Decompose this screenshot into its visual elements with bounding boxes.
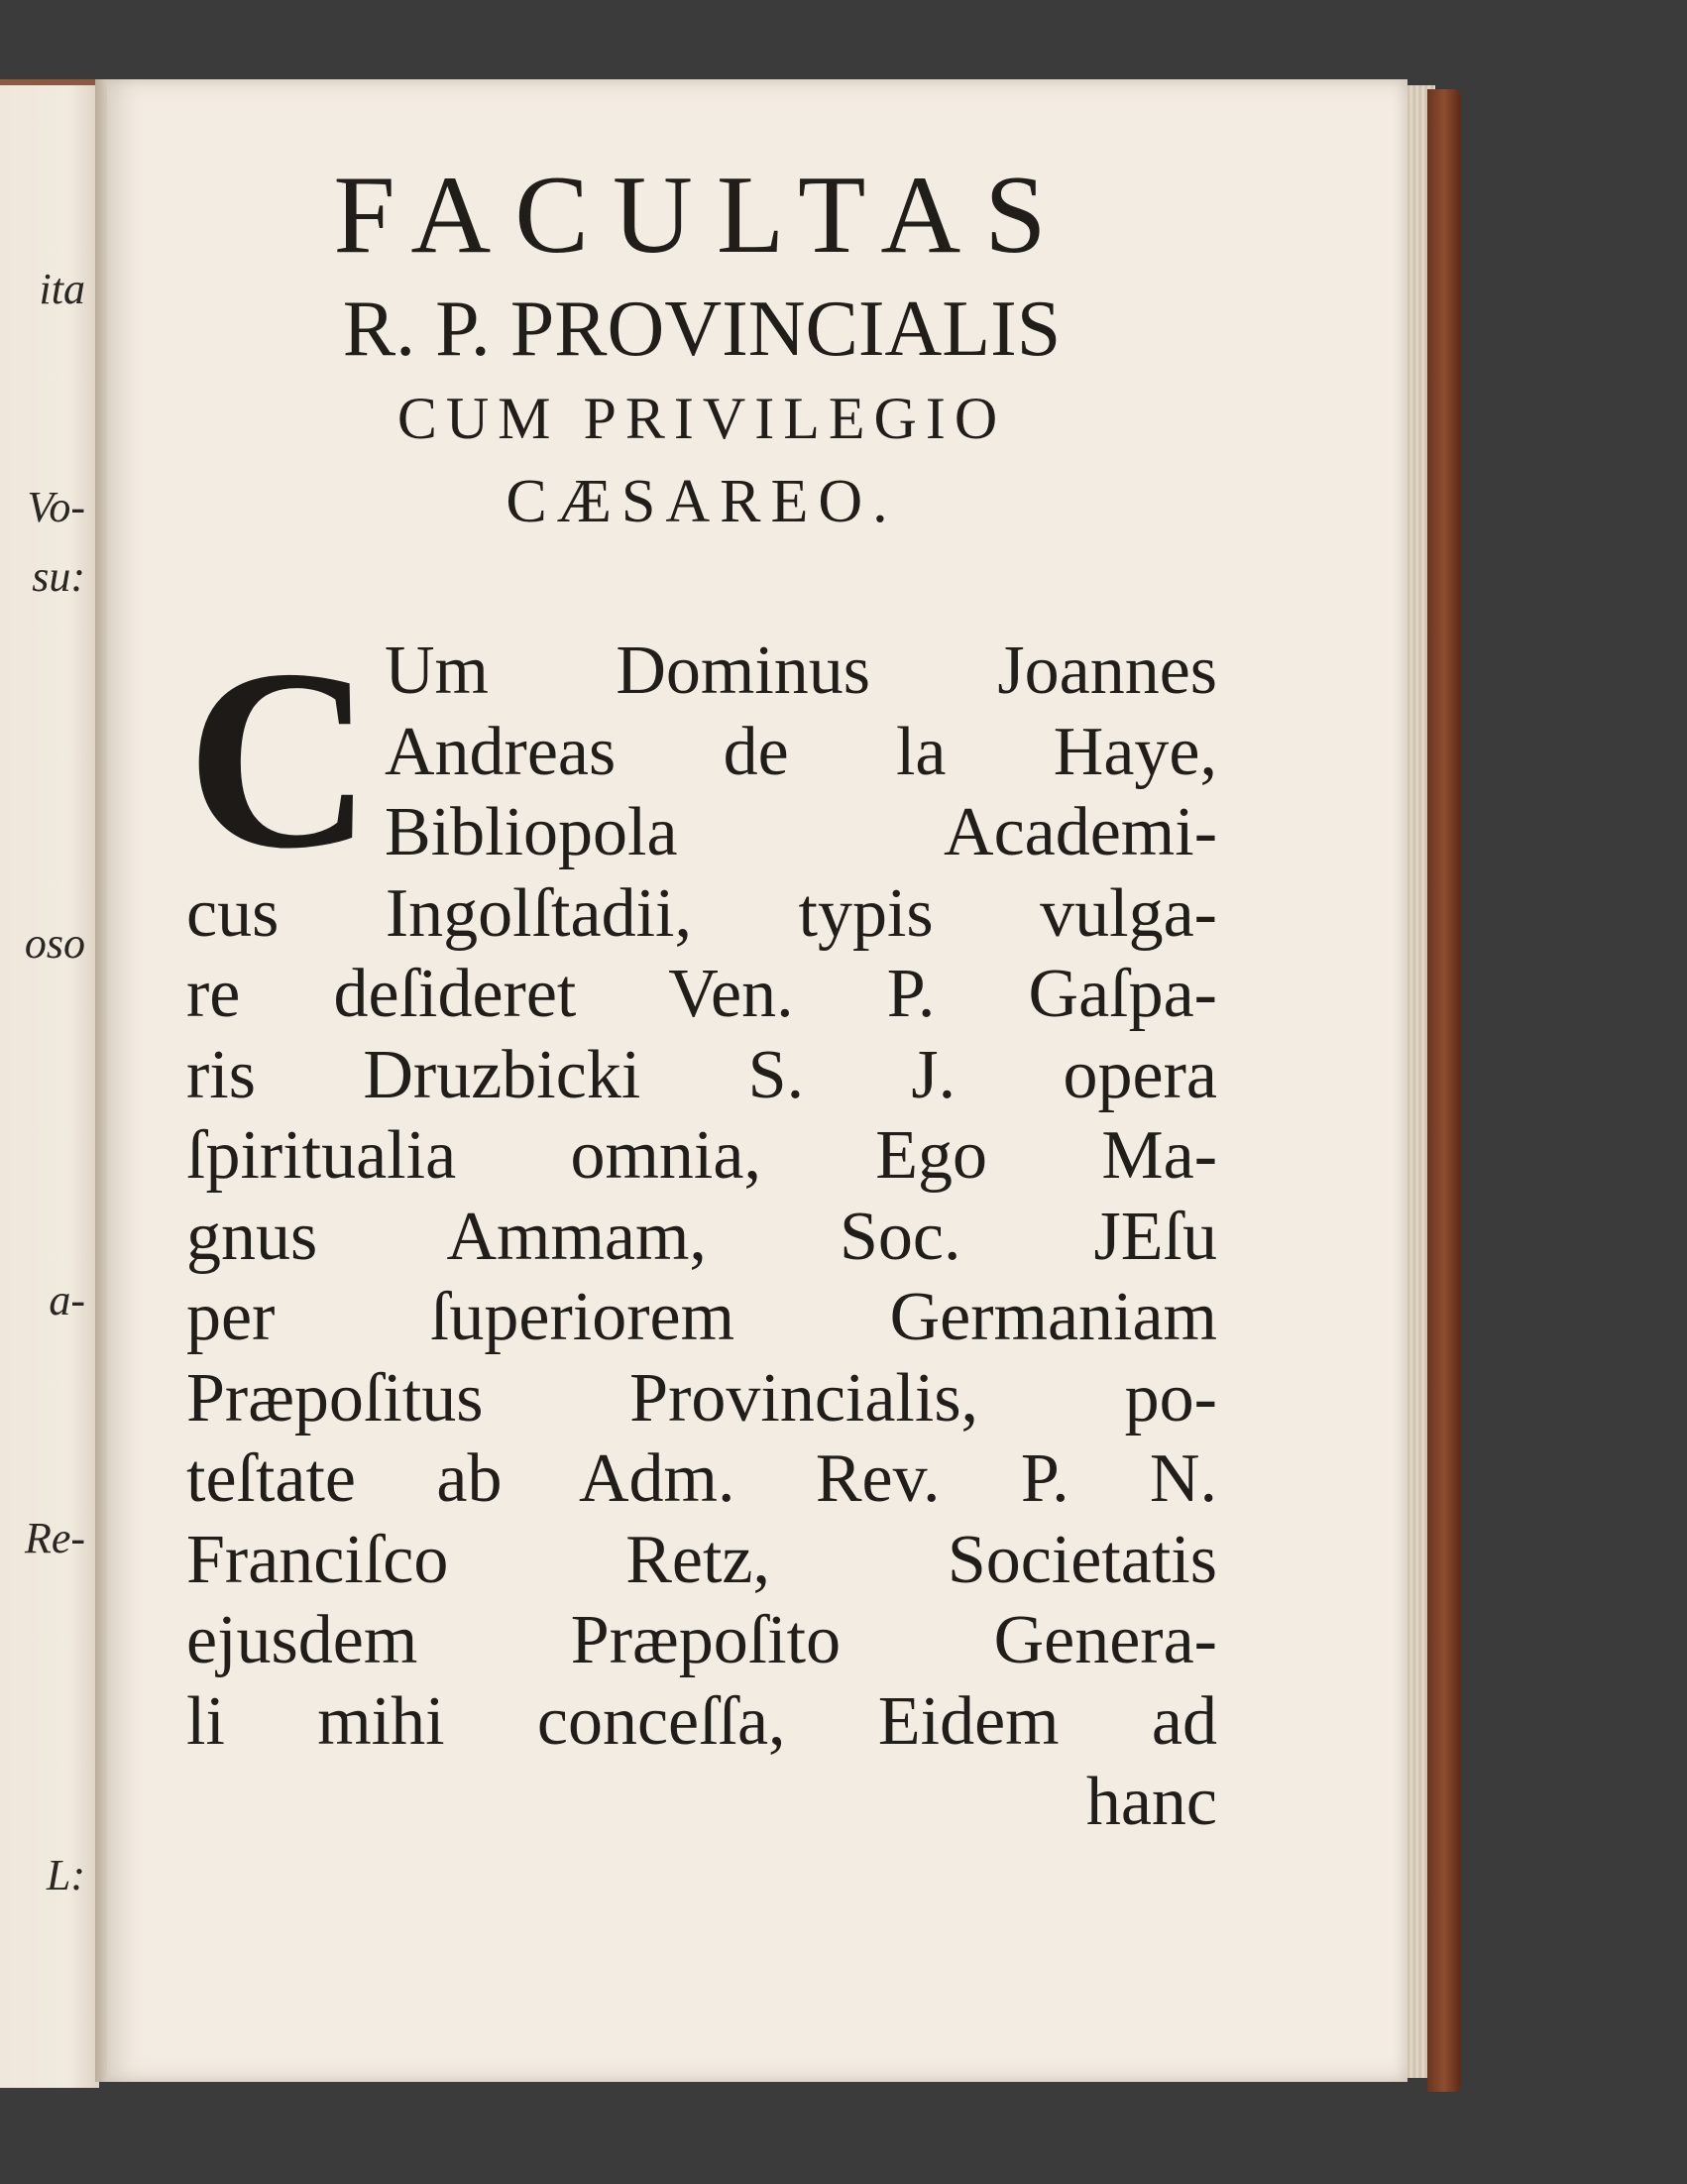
- catchword: hanc: [1085, 1764, 1217, 1840]
- paragraph: [186, 617, 1217, 1843]
- text-line: li mihi conceſſa, Eidem ad: [186, 1682, 1217, 1760]
- text-line: Um Dominus Joannes: [385, 632, 1217, 709]
- heading-line-caesareo: CÆSAREO.: [506, 468, 898, 535]
- left-page-fragment: su:: [32, 552, 85, 601]
- text-line: re deſideret Ven. P. Gaſpa-: [186, 956, 1217, 1032]
- heading-line-privilegio: CUM PRIVILEGIO: [396, 386, 1007, 451]
- text-line: gnus Ammam, Soc. JEſu: [186, 1198, 1217, 1275]
- left-page-fragment: L:: [46, 1851, 85, 1899]
- page-content: [186, 154, 1217, 1843]
- left-page-edge: [0, 79, 99, 2088]
- right-page: [107, 79, 1407, 2082]
- text-line: ſpiritualia omnia, Ego Ma-: [186, 1117, 1217, 1194]
- text-line: Bibliopola Academi-: [385, 794, 1217, 870]
- left-page-fragment: ita: [39, 265, 85, 313]
- left-page-fragment: Vo-: [27, 483, 85, 531]
- text-line: teſtate ab Adm. Rev. P. N.: [186, 1440, 1217, 1517]
- left-page-fragment: Re-: [24, 1514, 85, 1562]
- text-line: Præpoſitus Provincialis, po-: [186, 1359, 1217, 1437]
- drop-capital: C: [186, 617, 373, 902]
- text-line: ejusdem Præpoſito Genera-: [186, 1602, 1217, 1678]
- text-line: ris Druzbicki S. J. opera: [186, 1036, 1217, 1113]
- book-cover-edge: [1427, 89, 1461, 2092]
- text-line: Franciſco Retz, Societatis: [186, 1521, 1217, 1598]
- text-line: per ſuperiorem Germaniam: [186, 1279, 1217, 1355]
- text-line: cus Ingolſtadii, typis vulga-: [186, 874, 1217, 952]
- page-title: FACULTAS: [333, 154, 1070, 277]
- text-line: Andreas de la Haye,: [385, 713, 1217, 790]
- body-text: [186, 617, 1217, 1843]
- left-page-fragment: oso: [24, 919, 85, 968]
- heading-line-provincialis: R. P. PROVINCIALIS: [342, 286, 1062, 373]
- left-page-fragment: a-: [49, 1276, 85, 1324]
